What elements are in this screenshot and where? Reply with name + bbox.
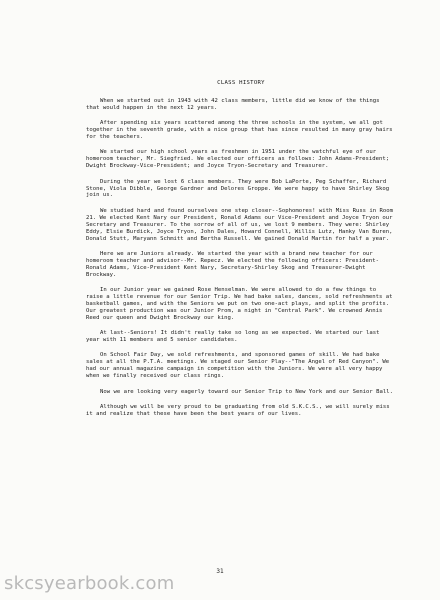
paragraph: Now we are looking very eagerly toward our Senior Trip to New York and our Senior Ball.: [100, 388, 393, 395]
paragraph: We started our high school years as freshmen in 1951 under the watchful eye of our homeroom teacher, Mr. Siegfried. We elected our officers as follows: John Adams-President; Dwight Brockway-Vice-President; and Joyce Tryon-Secretary and Treasurer.: [86, 149, 390, 170]
paragraph: Here we are Juniors already. We started the year with a brand new teacher for our homeroom teacher and advisor--Mr. Repecz. We elected the following officers: President-Ronald Adams, Vice-President Kent Nary, Secretary-Shirley Skog and Treasurer-Dwight Brockway.: [86, 250, 379, 278]
paragraph: After spending six years scattered among the three schools in the system, we all got together in the seventh grade, with a nice group that has since resulted in many gray hairs for the teachers.: [86, 120, 393, 141]
paragraph: At last--Seniors! It didn't really take so long as we expected. We started our last year with 11 members and 5 senior candidates.: [86, 330, 380, 343]
class-history-text: [86, 80, 396, 418]
page-number: 31: [216, 568, 224, 575]
paragraph: In our Junior year we gained Rose Henselman. We were allowed to do a few things to raise a little revenue for our Senior Trip. We had bake sales, dances, sold refreshments at basketball games, and with the Seniors we put on two one-act plays, and split the profits. Our greatest production was our Junior Prom, a night in "Central Park". We crowned Annis Reed our queen and Dwight Brockway our king.: [86, 287, 393, 321]
site-watermark: skcsyearbook.com: [4, 573, 175, 594]
paragraph: We studied hard and found ourselves one step closer--Sophomores! with Miss Russ in Room 21. We elected Kent Nary our President, Ronald Adams our Vice-President and Joyce Tryon our Secretary and Treasurer. To the sorrow of all of us, we lost 9 members. They were: Shirley Eddy, Elsie Burdick, Joyce Tryon, John Dales, Howard Connell, Willis Lutz, Hanky Van Buren, Donald Stutt, Maryann Schmitt and Bertha Russell. We gained Donald Martin for half a year.: [86, 207, 393, 242]
paragraph: When we started out in 1943 with 42 class members, little did we know of the things that would happen in the next 12 years.: [86, 97, 380, 111]
page-title: CLASS HISTORY: [217, 80, 265, 86]
paragraph: On School Fair Day, we sold refreshments, and sponsored games of skill. We had bake sales at all the P.T.A. meetings. We staged our Senior Play--"The Angel of Red Canyon". We had our annual magazine campaign in competition with the Juniors. We were all very happy when we finally received our class rings.: [86, 352, 390, 380]
paragraph: During the year we lost 6 class members. They were Bob LaPorte, Peg Schaffer, Richard Stone, Viola Dibble, George Gardner and Delores Groppe. We were happy to have Shirley Skog join us.: [86, 178, 390, 199]
paragraph: Although we will be very proud to be graduating from old S.K.C.S., we will surely miss it and realize that these have been the best years of our lives.: [86, 403, 390, 417]
